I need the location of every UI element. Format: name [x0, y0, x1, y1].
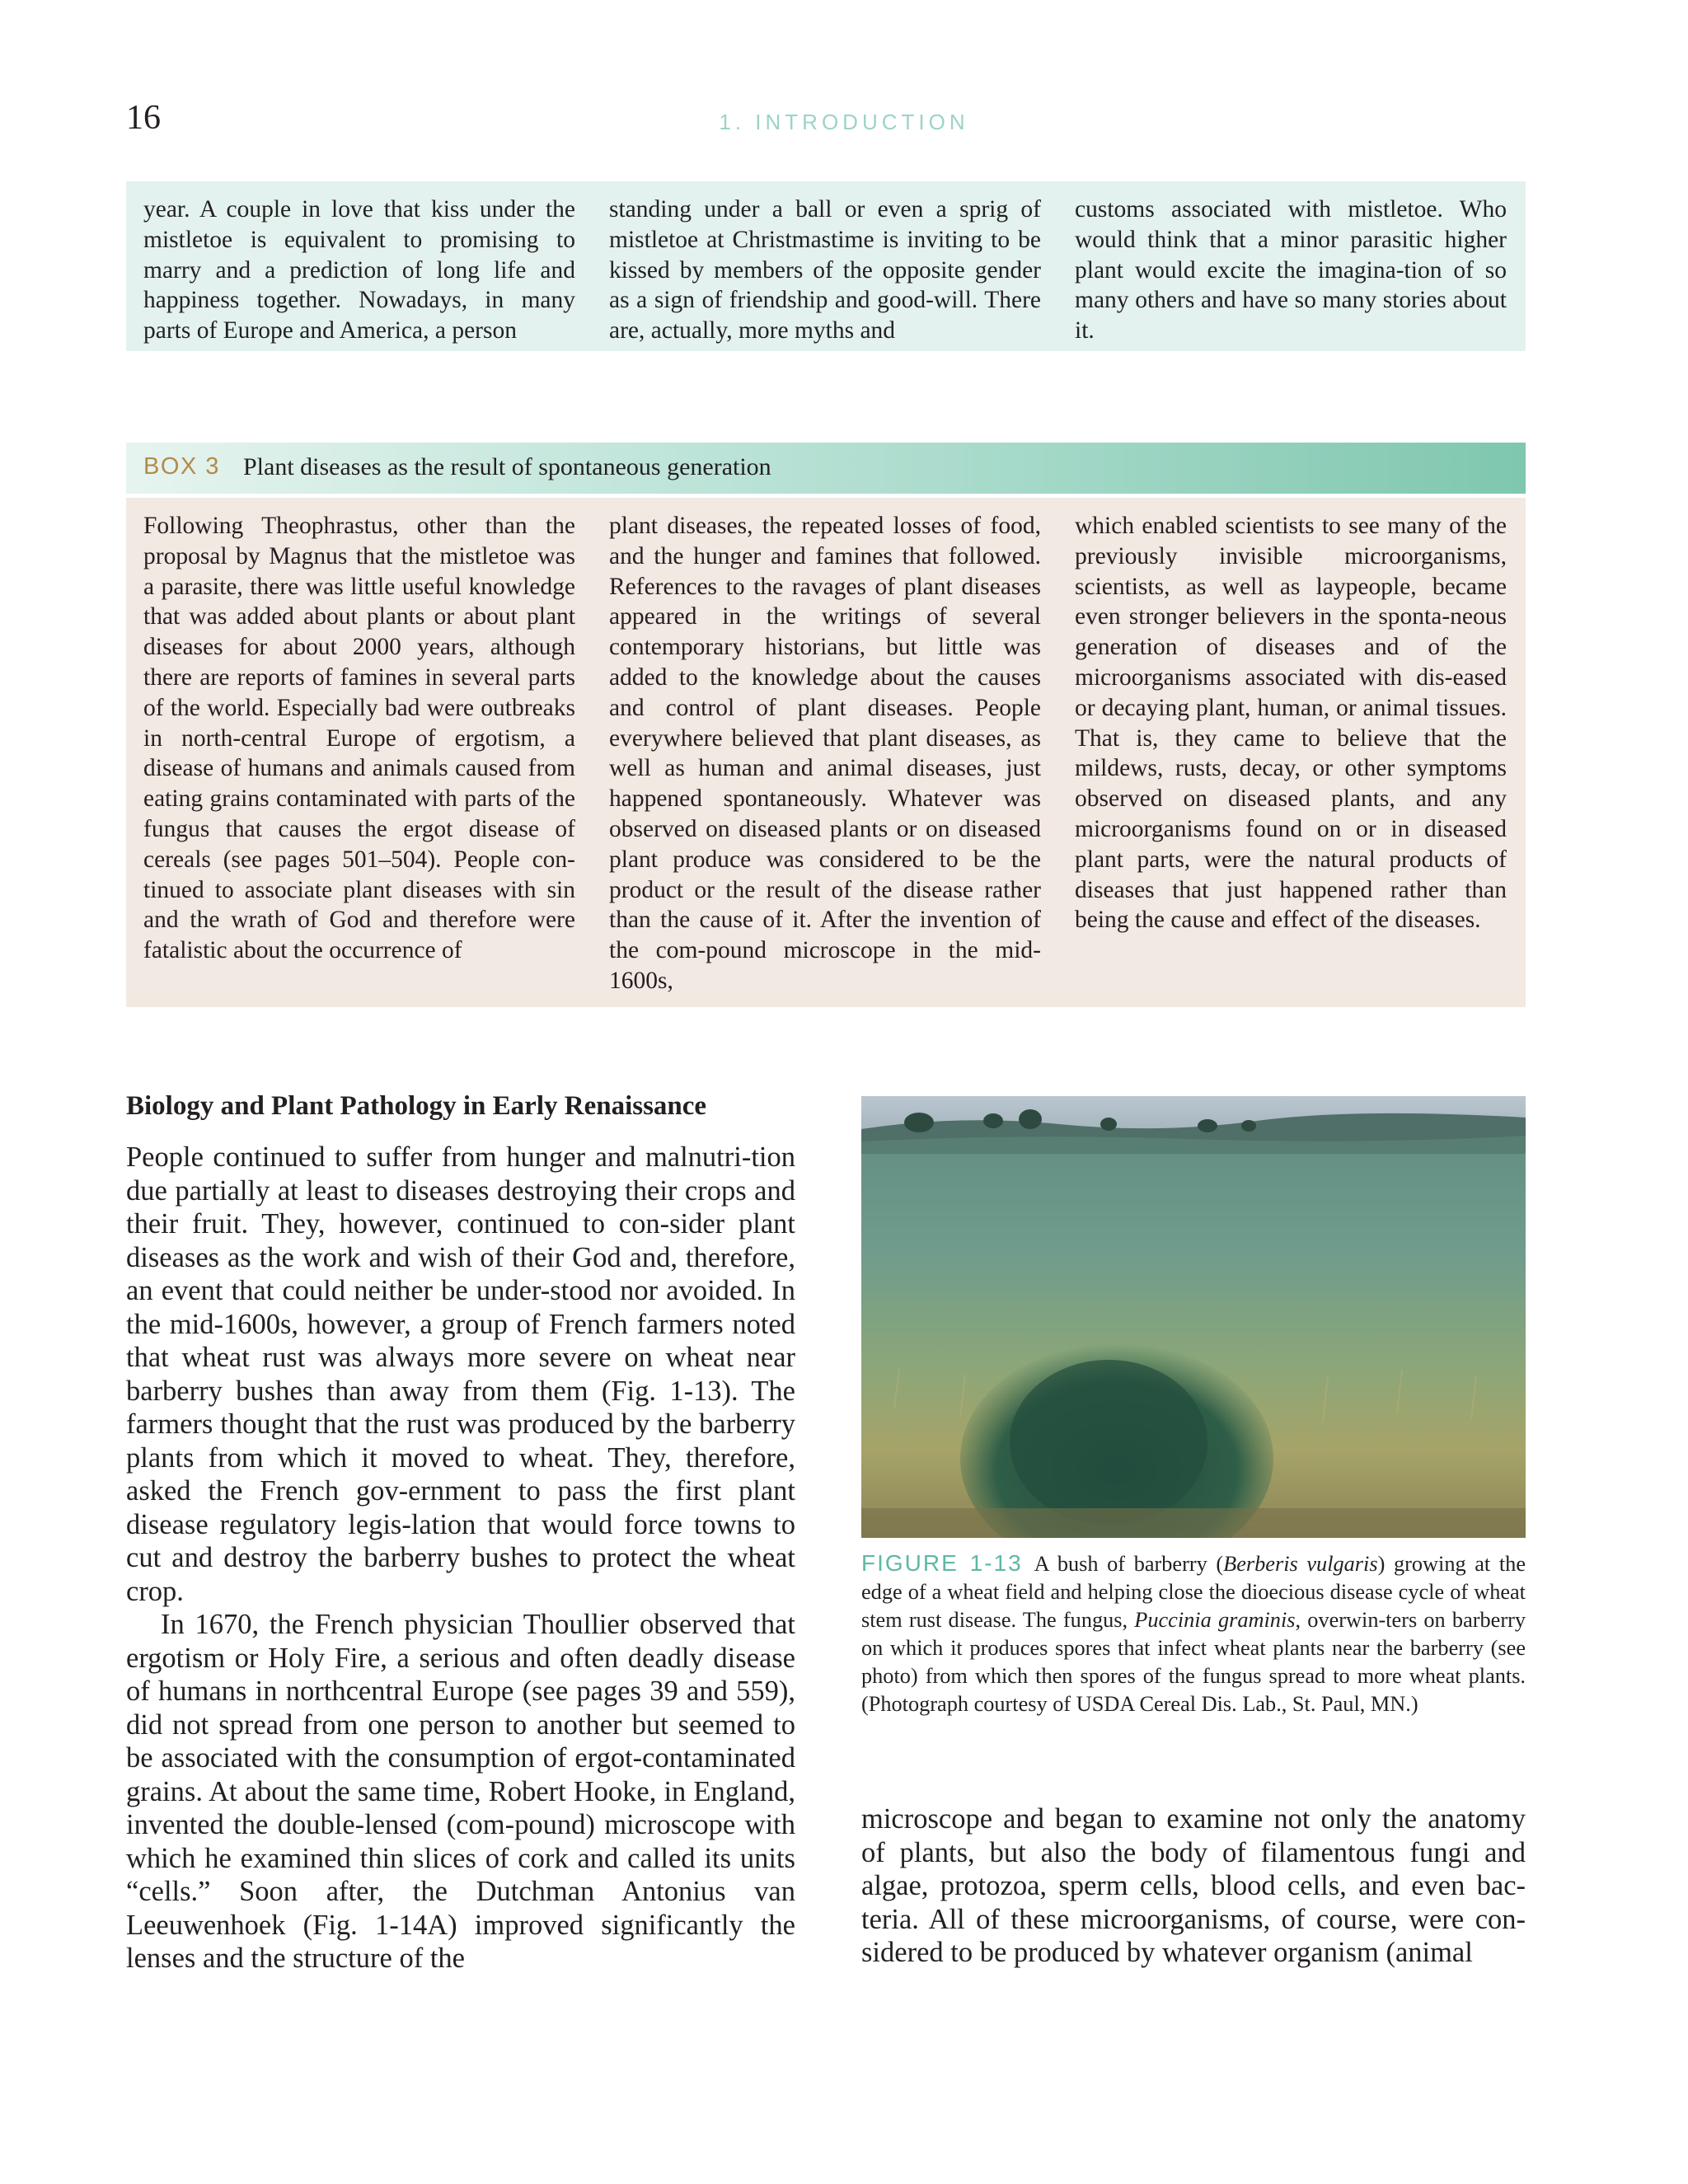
- box3-text: plant diseases, the repeated losses of food, and the hunger and famines that followed. References to the ravages of plant diseases appeared in the writings of several contemporary historians, but little was added to the knowledge about the causes and control of plant diseases. People everywhere believed that plant diseases, as well as human and animal diseases, just happened spontaneously. Whatever was observed on diseased plants or on diseased plant produce was considered to be the product or the result of the disease rather than the cause of it. After the invention of the com-pound microscope in the mid-1600s,: [609, 513, 1041, 994]
- continued-box-text: customs associated with mistletoe. Who would think that a minor parasitic higher plant would excite the imagina-tion of so many others and have so many stories about it.: [1075, 196, 1507, 344]
- section-heading: Biology and Plant Pathology in Early Renaissance: [126, 1091, 707, 1121]
- continued-box-column-2: [609, 194, 1041, 346]
- caption-text: A bush of barberry (: [1034, 1552, 1224, 1576]
- box3-text: Following Theophrastus, other than the proposal by Magnus that the mistletoe was a parasite, there was little useful knowledge that was added about plants or about plant diseases for about 2000 years, although there are reports of famines in several parts of the world. Especially bad were outbreaks in north-central Europe of ergotism, a disease of humans and animals caused from eating grains contaminated with parts of the fungus that causes the ergot disease of cereals (see pages 501–504). People con-tinued to associate plant diseases with sin and the wrath of God and therefore were fatalistic about the occurrence of: [143, 513, 575, 964]
- figure-label: FIGURE 1-13: [861, 1550, 1023, 1576]
- caption-text: ) growing at the edge of a wheat field and helping close the dioecious disease cycle of wheat stem rust disease. The fungus,: [861, 1552, 1526, 1632]
- continued-box-column-3: [1075, 194, 1507, 346]
- running-head: 1. INTRODUCTION: [719, 110, 969, 134]
- body-paragraph: People continued to suffer from hunger and malnutri-tion due partially at least to diseases destroying their crops and their fruit. They, however, continued to con-sider plant diseases as the work and wish of their God and, therefore, an event that could neither be under-stood nor avoided. In the mid-1600s, however, a group of French farmers noted that wheat rust was always more severe on wheat near barberry bushes than away from them (Fig. 1-13). The farmers thought that the rust was produced by the barberry plants from which it moved to wheat. They, therefore, asked the French gov-ernment to pass the first plant disease regulatory legis-lation that would force towns to cut and destroy the barberry bushes to protect the wheat crop.: [126, 1141, 795, 1607]
- box3-text: which enabled scientists to see many of the previously invisible microorganisms, scientists, as well as laypeople, became even stronger believers in the sponta-neous generation of diseases and of the microorganisms associated with dis-eased or decaying plant, human, or animal tissues. That is, they came to believe that the mildews, rusts, decay, or other symptoms observed on diseased plants, and any microorganisms found on or in diseased plant parts, were the natural products of diseases that just happened rather than being the cause and effect of the diseases.: [1075, 513, 1507, 934]
- box3-label: BOX 3: [143, 453, 220, 480]
- box3-body: [126, 498, 1526, 1007]
- figure-photo-wheat-field: [861, 1096, 1526, 1538]
- box3-title: Plant diseases as the result of spontaneous generation: [243, 453, 771, 480]
- caption-text: , overwin-ters on barberry on which it produces spores that infect wheat plants near the barberry (see photo) from which then spores of the fungus spread to more wheat plants. (Photograph courtesy of USDA Cereal Dis. Lab., St. Paul, MN.): [861, 1608, 1526, 1716]
- body-paragraph: microscope and began to examine not only the anatomy of plants, but also the body of filamentous fungi and algae, protozoa, sperm cells, blood cells, and even bac-teria. All of these microorganisms, of course, were con-sidered to be produced by whatever organism (animal: [861, 1803, 1526, 1968]
- continued-box-text: year. A couple in love that kiss under the mistletoe is equivalent to promising to marry and a prediction of long life and happiness together. Nowadays, in many parts of Europe and America, a person: [143, 196, 575, 344]
- continued-box-column-1: [143, 194, 575, 346]
- box3-column-2: [609, 511, 1041, 996]
- continued-box-text: standing under a ball or even a sprig of mistletoe at Christmastime is inviting to be kissed by members of the opposite gender as a sign of friendship and good-will. There are, actually, more myths and: [609, 196, 1041, 344]
- body-paragraph: In 1670, the French physician Thoullier observed that ergotism or Holy Fire, a serious and often deadly disease of humans in northcentral Europe (see pages 39 and 559), did not spread from one person to another but seemed to be associated with the consumption of ergot-contaminated grains. At about the same time, Robert Hooke, in England, invented the double-lensed (com-pound) microscope with which he examined thin slices of cork and called its units “cells.” Soon after, the Dutchman Antonius van Leeuwenhoek (Fig. 1-14A) improved significantly the lenses and the structure of the: [126, 1609, 795, 1974]
- body-column-left: [126, 1141, 795, 1975]
- caption-species-name: Puccinia graminis: [1134, 1608, 1296, 1632]
- box3-column-1: [143, 511, 575, 966]
- box3-header: [126, 443, 1526, 494]
- box3-column-3: [1075, 511, 1507, 935]
- body-column-right: [861, 1802, 1526, 1970]
- page-number: 16: [126, 99, 161, 137]
- continued-box: [126, 181, 1526, 351]
- figure-caption: [861, 1549, 1526, 1718]
- caption-species-name: Berberis vulgaris: [1223, 1552, 1378, 1576]
